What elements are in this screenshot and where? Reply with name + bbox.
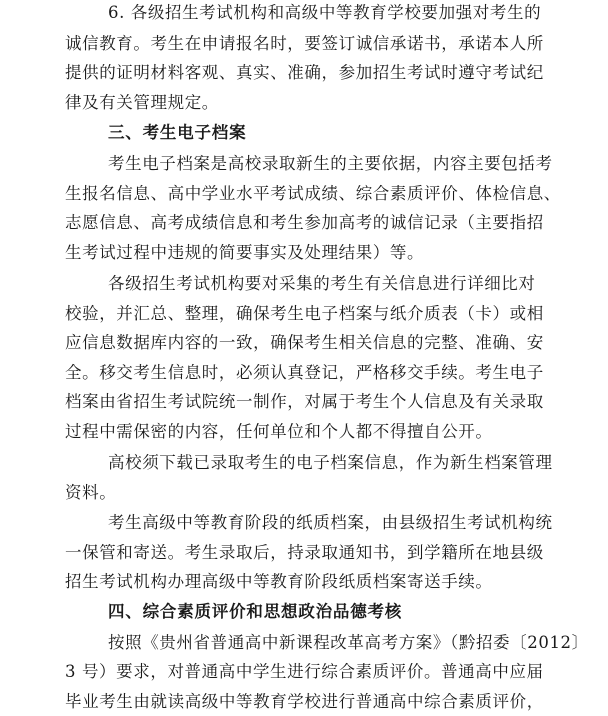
text-line: 应信息数据库内容的一致，确保考生相关信息的完整、准确、安 xyxy=(65,333,544,352)
text-line: 一保管和寄送。考生录取后，持录取通知书，到学籍所在地县级 xyxy=(65,543,544,562)
text-line: 档案由省招生考试院统一制作，对属于考生个人信息及有关录取 xyxy=(65,392,544,411)
text-line: 生考试过程中违规的简要事实及处理结果）等。 xyxy=(65,243,425,262)
text-line: 全。移交考生信息时，必须认真登记，严格移交手续。考生电子 xyxy=(65,363,544,382)
text-line: 各级招生考试机构要对采集的考生有关信息进行详细比对 xyxy=(108,274,536,293)
text-line: 6. 各级招生考试机构和高级中等教育学校要加强对考生的 xyxy=(108,3,542,22)
text-line: 校验，并汇总、整理，确保考生电子档案与纸介质表（卡）或相 xyxy=(65,304,544,323)
text-line: 过程中需保密的内容，任何单位和个人都不得擅自公开。 xyxy=(65,422,493,441)
text-line: 提供的证明材料客观、真实、准确，参加招生考试时遵守考试纪 xyxy=(65,63,544,82)
section-heading: 四、综合素质评价和思想政治品德考核 xyxy=(108,602,403,621)
text-line: 毕业考生由就读高级中等教育学校进行普通高中综合素质评价， xyxy=(65,692,544,711)
text-line: 诚信教育。考生在申请报名时，要签订诚信承诺书，承诺本人所 xyxy=(65,34,544,53)
text-line: 志愿信息、高考成绩信息和考生参加高考的诚信记录（主要指招 xyxy=(65,213,544,232)
text-line: 按照《贵州省普通高中新课程改革高考方案》（黔招委〔2012〕 xyxy=(108,633,589,652)
text-line: 考生高级中等教育阶段的纸质档案，由县级招生考试机构统 xyxy=(108,513,553,532)
section-heading: 三、考生电子档案 xyxy=(108,123,247,142)
text-line: 生报名信息、高中学业水平考试成绩、综合素质评价、体检信息、 xyxy=(65,184,561,203)
text-line: 招生考试机构办理高级中等教育阶段纸质档案寄送手续。 xyxy=(65,572,493,591)
text-line: 资料。 xyxy=(65,483,117,502)
text-line: 律及有关管理规定。 xyxy=(65,93,219,112)
text-line: 考生电子档案是高校录取新生的主要依据，内容主要包括考 xyxy=(108,154,553,173)
text-line: 高校须下载已录取考生的电子档案信息，作为新生档案管理 xyxy=(108,453,553,472)
text-line: 3 号）要求，对普通高中学生进行综合素质评价。普通高中应届 xyxy=(65,662,544,681)
